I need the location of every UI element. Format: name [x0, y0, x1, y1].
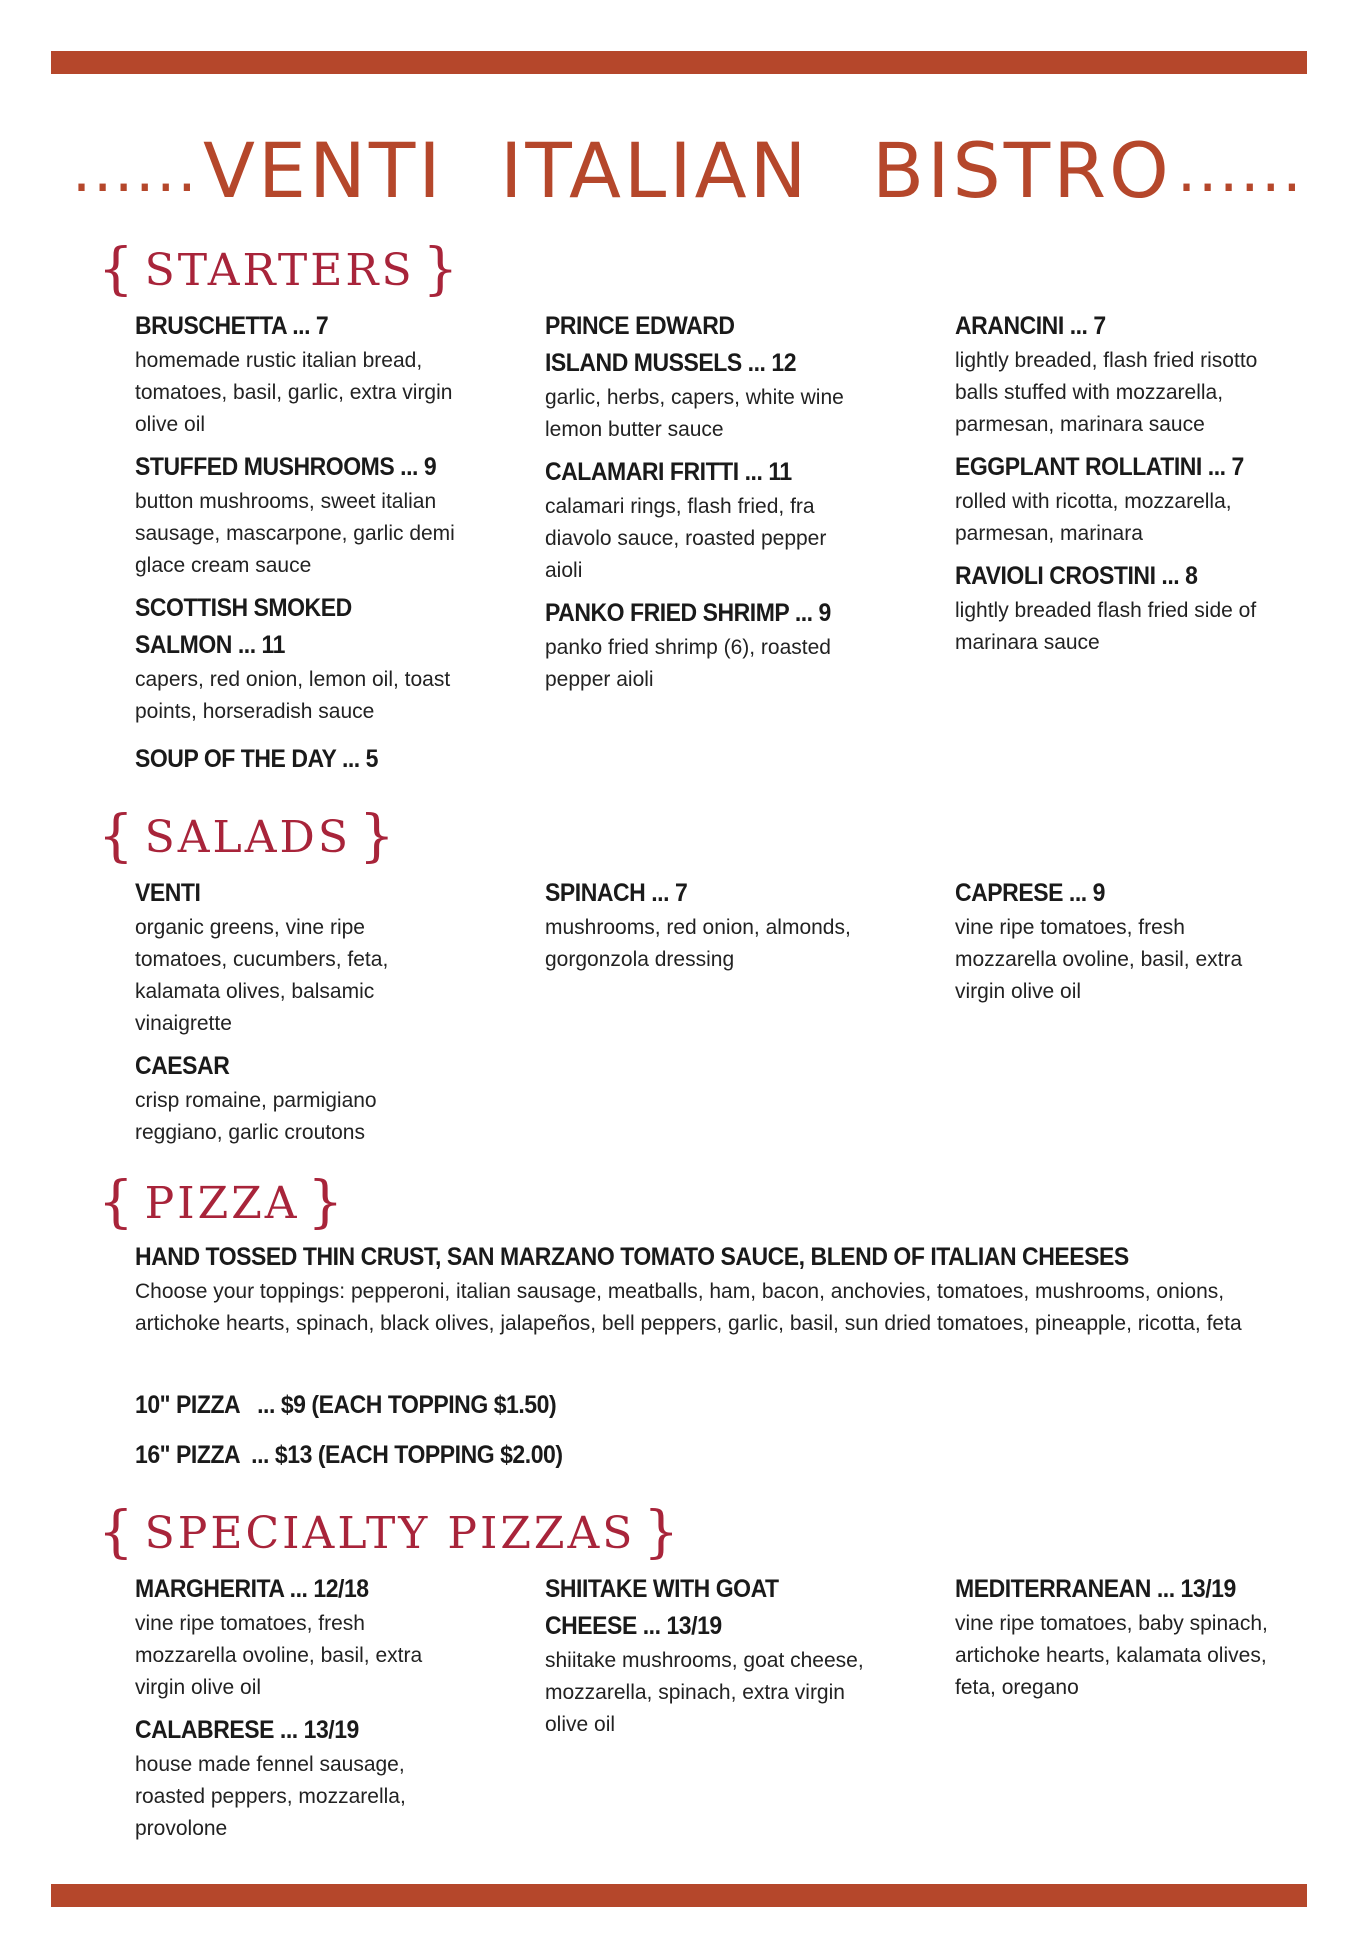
pizza-10-price: 10" PIZZA ... $9 (EACH TOPPING $1.50) [135, 1391, 557, 1419]
salads-column-1 [135, 875, 455, 1157]
pizza-16-price: 16" PIZZA ... $13 (EACH TOPPING $2.00) [135, 1441, 563, 1469]
title-dots-right: ...... [1177, 136, 1304, 206]
brace-open: { [98, 237, 137, 302]
starters-column-2 [545, 308, 865, 704]
brace-close: } [643, 1500, 683, 1565]
specialty-column-3 [955, 1571, 1275, 1712]
menu-item: CALABRESE ... 13/19 house made fennel sausage, roasted peppers, mozzarella, provolone [135, 1716, 406, 1840]
bottom-border-bar [51, 1884, 1307, 1907]
menu-item: STUFFED MUSHROOMS ... 9 button mushrooms, sweet italian sausage, mascarpone, garlic demi glace cream sauce [135, 453, 455, 577]
menu-item: CAPRESE ... 9 vine ripe tomatoes, fresh mozzarella ovoline, basil, extra virgin olive oil [955, 879, 1243, 1003]
brace-open: { [98, 1170, 137, 1235]
menu-item: RAVIOLI CROSTINI ... 8 lightly breaded flash fried side of marinara sauce [955, 562, 1257, 654]
brace-open: { [98, 1500, 137, 1565]
section-heading-specialty-pizzas: { SPECIALTY PIZZAS } [98, 1500, 683, 1565]
menu-item: SCOTTISH SMOKED SALMON ... 11 capers, red onion, lemon oil, toast points, horseradish sauce [135, 594, 451, 723]
pizza-base-description: HAND TOSSED THIN CRUST, SAN MARZANO TOMATO SAUCE, BLEND OF ITALIAN CHEESES Choose your toppings: pepperoni, italian sausage, meatballs, ham, bacon, anchovies, tomatoes, mushrooms, onions, artichoke hearts, spinach, black olives, jalapeños, bell peppers, garlic, basil, sun dried tomatoes, pineapple, ricotta, feta [135, 1243, 1242, 1335]
salads-column-2 [545, 875, 865, 984]
menu-item: MARGHERITA ... 12/18 vine ripe tomatoes, fresh mozzarella ovoline, basil, extra virgin olive oil [135, 1575, 423, 1699]
title-word-3: BISTRO [872, 126, 1172, 215]
brace-close: } [307, 1170, 347, 1235]
menu-item: EGGPLANT ROLLATINI ... 7 rolled with ricotta, mozzarella, parmesan, marinara [955, 453, 1244, 545]
top-border-bar [51, 51, 1307, 74]
specialty-column-1 [135, 1571, 455, 1853]
soup-of-the-day: SOUP OF THE DAY ... 5 [135, 745, 378, 773]
menu-item: SHIITAKE WITH GOAT CHEESE ... 13/19 shiitake mushrooms, goat cheese, mozzarella, spinach, extra virgin olive oil [545, 1575, 864, 1736]
specialty-column-2 [545, 1571, 865, 1749]
title-dots-left: ...... [72, 136, 199, 206]
title-word-1: VENTI [203, 126, 444, 215]
menu-item: MEDITERRANEAN ... 13/19 vine ripe tomatoes, baby spinach, artichoke hearts, kalamata olives, feta, oregano [955, 1575, 1268, 1699]
menu-item: SPINACH ... 7 mushrooms, red onion, almonds, gorgonzola dressing [545, 879, 851, 971]
title-word-2: ITALIAN [500, 126, 810, 215]
brace-close: } [358, 804, 398, 869]
brace-open: { [98, 804, 137, 869]
section-heading-starters: { STARTERS } [98, 237, 462, 302]
menu-item: PRINCE EDWARD ISLAND MUSSELS ... 12 garlic, herbs, capers, white wine lemon butter sauce [545, 312, 844, 441]
menu-item: PANKO FRIED SHRIMP ... 9 panko fried shrimp (6), roasted pepper aioli [545, 599, 831, 691]
menu-item: VENTI organic greens, vine ripe tomatoes, cucumbers, feta, kalamata olives, balsamic vinaigrette [135, 879, 389, 1035]
starters-column-1 [135, 308, 455, 736]
menu-item: BRUSCHETTA ... 7 homemade rustic italian bread, tomatoes, basil, garlic, extra virgin olive oil [135, 312, 453, 436]
restaurant-title [0, 125, 1350, 225]
starters-column-3 [955, 308, 1275, 667]
menu-item: CALAMARI FRITTI ... 11 calamari rings, flash fried, fra diavolo sauce, roasted pepper aioli [545, 458, 827, 582]
menu-item: ARANCINI ... 7 lightly breaded, flash fried risotto balls stuffed with mozzarella, parmesan, marinara sauce [955, 312, 1258, 436]
section-heading-pizza: { PIZZA } [98, 1170, 347, 1235]
menu-item: CAESAR crisp romaine, parmigiano reggiano, garlic croutons [135, 1052, 377, 1144]
section-heading-salads: { SALADS } [98, 804, 398, 869]
salads-column-3 [955, 875, 1275, 1016]
brace-close: } [422, 237, 462, 302]
